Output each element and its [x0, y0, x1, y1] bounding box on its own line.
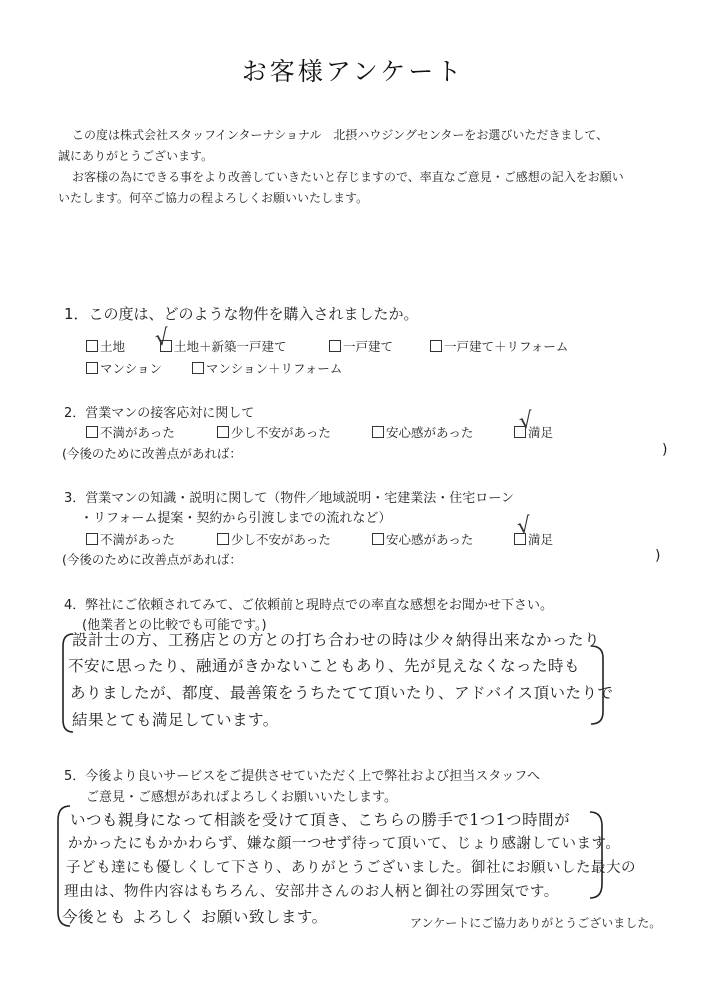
q3-improvement-label: (今後のために改善点があれば： [62, 552, 242, 567]
q1-option-mansion[interactable]: マンション [86, 359, 162, 377]
q3-question-cont: ・リフォーム提案・契約から引渡しまでの流れなど） [80, 511, 392, 526]
q3-check-mark: √ [515, 513, 533, 540]
intro-line-3: お客様の為にできる事をより改善していきたいと存じますので、率直なご意見・ご感想の記入をお願い [72, 170, 624, 184]
q3-option-dissatisfied[interactable]: 不満があった [86, 530, 175, 548]
intro-line-2: 誠にありがとうございます。 [58, 149, 214, 163]
q2-option-reassured[interactable]: 安心感があった [372, 423, 473, 441]
checkbox[interactable] [192, 362, 204, 374]
checkbox[interactable] [217, 426, 229, 438]
checkbox[interactable] [86, 533, 98, 545]
q5-answer-line-5: 今後とも よろしく お願い致します。 [62, 908, 328, 926]
q3-option-satisfied[interactable]: 満足 [514, 530, 553, 548]
q2-option-slightly-uneasy[interactable]: 少し不安があった [217, 423, 331, 441]
q1-option-land[interactable]: 土地 [86, 337, 125, 355]
q4-answer-line-3: ありましたが、都度、最善策をうちたてて頂いたり、アドバイス頂いたりで [70, 684, 614, 702]
checkbox[interactable] [430, 340, 442, 352]
checkbox[interactable] [86, 340, 98, 352]
q2-option-dissatisfied[interactable]: 不満があった [86, 423, 175, 441]
q5-answer-line-3: 子ども達にも優しくして下さり、ありがとうございました。御社にお願いした最大の [66, 860, 636, 876]
q4-answer-line-1: 設計士の方、工務店との方との打ち合わせの時は少々納得出来なかったり [72, 631, 601, 649]
q5-answer-line-2: かかったにもかかわらず、嫌な顔一つせず待って頂いて、じょり感謝しています。 [68, 836, 621, 852]
q4-question: 4．弊社にご依頼されてみて、ご依頼前と現時点での率直な感想をお聞かせ下さい。 [64, 598, 554, 613]
q2-improvement-label: (今後のために改善点があれば： [62, 446, 242, 461]
q5-question-cont: ご意見・ご感想があればよろしくお願いいたします。 [86, 790, 397, 805]
q1-question: 1．この度は、どのような物件を購入されましたか。 [64, 305, 419, 323]
q2-option-satisfied[interactable]: 満足 [514, 423, 553, 441]
checkbox[interactable] [372, 426, 384, 438]
q2-check-mark: √ [517, 408, 535, 435]
checkbox[interactable] [217, 533, 229, 545]
checkbox[interactable] [86, 426, 98, 438]
checkbox[interactable] [372, 533, 384, 545]
intro-line-1: この度は株式会社スタッフインターナショナル 北摂ハウジングセンターをお選びいただきまして、 [72, 128, 609, 142]
checkbox[interactable] [86, 362, 98, 374]
q1-option-land-new-house[interactable]: 土地＋新築一戸建て [160, 337, 287, 355]
footer-thanks: アンケートにご協力ありがとうございました。 [410, 916, 662, 930]
q2-question: 2．営業マンの接客応対に関して [64, 406, 255, 421]
q4-answer-line-2: 不安に思ったり、融通がきかないこともあり、先が見えなくなった時も [68, 657, 581, 675]
checkbox[interactable] [329, 340, 341, 352]
q4-question-cont: (他業者との比較でも可能です。) [82, 618, 267, 633]
q3-option-reassured[interactable]: 安心感があった [372, 530, 473, 548]
q3-improvement-close: ) [655, 548, 661, 564]
q4-answer-line-4: 結果とても満足しています。 [72, 711, 279, 729]
page-title: お客様アンケート [241, 57, 465, 86]
q5-answer-line-4: 理由は、物件内容はもちろん、安部井さんのお人柄と御社の雰囲気です。 [64, 884, 559, 900]
q1-option-house-reform[interactable]: 一戸建て＋リフォーム [430, 337, 568, 355]
intro-line-4: いたします。何卒ご協力の程よろしくお願いいたします。 [58, 191, 369, 205]
q3-question: 3．営業マンの知識・説明に関して（物件／地域説明・宅建業法・住宅ローン [64, 491, 515, 506]
q5-answer-line-1: いつも親身になって相談を受けて頂き、こちらの勝手で1つ1つ時間が [70, 811, 571, 829]
q5-question: 5．今後より良いサービスをご提供させていただく上で弊社および担当スタッフへ [64, 769, 541, 784]
q3-option-slightly-uneasy[interactable]: 少し不安があった [217, 530, 331, 548]
q2-improvement-close: ) [662, 442, 668, 458]
q1-check-mark: √ [153, 325, 171, 352]
q1-option-house[interactable]: 一戸建て [329, 337, 393, 355]
q1-option-mansion-reform[interactable]: マンション＋リフォーム [192, 359, 342, 377]
